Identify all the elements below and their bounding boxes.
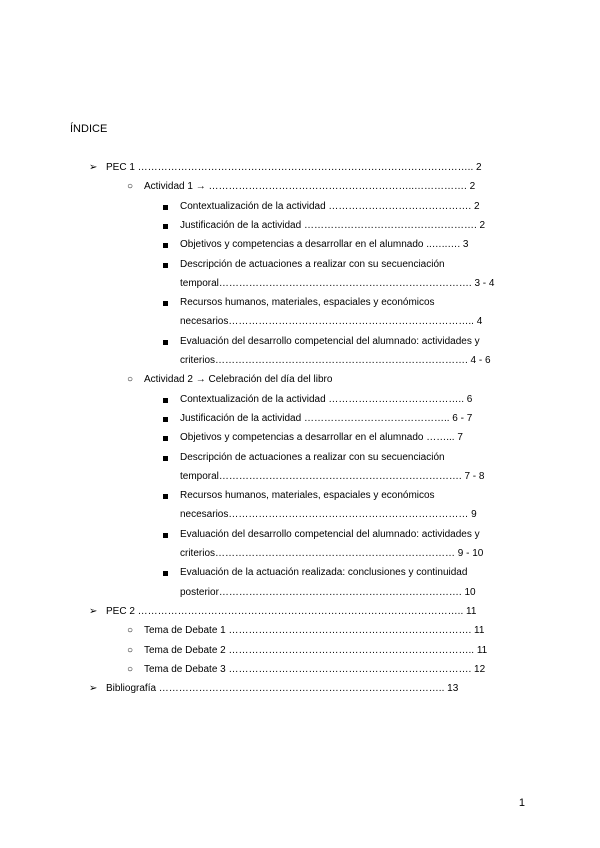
square-bullet-icon <box>163 224 168 229</box>
page-title: ÍNDICE <box>70 123 108 135</box>
toc-entry: Actividad 1 → ……………………………………………………..……………. 2 <box>144 181 476 193</box>
toc-entry: Tema de Debate 2 ……………………………………………………………….. 11 <box>144 644 488 656</box>
square-bullet-icon <box>163 205 168 210</box>
toc-entry: Tema de Debate 3 ………………………………………………………………. 12 <box>144 663 486 675</box>
toc-entry: posterior………………………………………………………………. 10 <box>180 586 476 598</box>
toc-entry: Recursos humanos, materiales, espaciales y económicos <box>180 490 435 502</box>
toc-entry: Tema de Debate 1 ………………………………………………………………. 11 <box>144 625 485 637</box>
toc-entry: Actividad 2 → Celebración del día del libro <box>144 374 333 386</box>
toc-entry: necesarios……………………………………………………………….. 4 <box>180 316 483 328</box>
toc-entry: Objetivos y competencias a desarrollar en el alumnado ……... 7 <box>180 432 463 444</box>
square-bullet-icon <box>163 436 168 441</box>
toc-entry: Objetivos y competencias a desarrollar en el alumnado ..…..…. 3 <box>180 239 469 251</box>
toc-entry: Justificación de la actividad …………………………………….. 6 - 7 <box>180 412 473 424</box>
toc-entry: PEC 1 ……………………………………………………………………………………….. 2 <box>106 162 482 173</box>
square-bullet-icon <box>163 533 168 538</box>
toc-entry: criterios……………………………………………………………… 9 - 10 <box>180 548 484 559</box>
square-bullet-icon <box>163 417 168 422</box>
toc-entry: Evaluación del desarrollo competencial del alumnado: actividades y <box>180 528 480 540</box>
toc-entry: Descripción de actuaciones a realizar con su secuenciación <box>180 258 445 270</box>
arrow-bullet-icon: ➢ <box>89 605 98 617</box>
toc-entry: necesarios……………………………………………………………… 9 <box>180 509 477 521</box>
toc-entry: PEC 2 …………………………………………………………………………………….. 11 <box>106 605 477 617</box>
page-number: 1 <box>518 797 525 809</box>
square-bullet-icon <box>163 456 168 461</box>
toc-entry: Evaluación de la actuación realizada: conclusiones y continuidad <box>180 567 468 579</box>
square-bullet-icon <box>163 398 168 403</box>
square-bullet-icon <box>163 263 168 268</box>
square-bullet-icon <box>163 243 168 248</box>
square-bullet-icon <box>163 494 168 499</box>
circle-bullet-icon: ○ <box>127 625 134 637</box>
square-bullet-icon <box>163 340 168 345</box>
toc-entry: Evaluación del desarrollo competencial del alumnado: actividades y <box>180 335 480 347</box>
toc-entry: Bibliografía ………………………………………………………………………….. 13 <box>106 683 459 695</box>
square-bullet-icon <box>163 301 168 306</box>
toc-entry: Recursos humanos, materiales, espaciales y económicos <box>180 297 435 309</box>
circle-bullet-icon: ○ <box>127 663 134 675</box>
circle-bullet-icon: ○ <box>127 644 134 656</box>
circle-bullet-icon: ○ <box>127 181 134 193</box>
arrow-bullet-icon: ➢ <box>89 683 98 695</box>
circle-bullet-icon: ○ <box>127 374 134 386</box>
toc-entry: Contextualización de la actividad ………………………………….. 6 <box>180 393 473 405</box>
toc-entry: temporal…………………………………………………………………. 3 - 4 <box>180 277 495 289</box>
toc-entry: Contextualización de la actividad ……………………………………. 2 <box>180 200 480 212</box>
toc-entry: Descripción de actuaciones a realizar con su secuenciación <box>180 451 445 463</box>
square-bullet-icon <box>163 571 168 576</box>
arrow-bullet-icon: ➢ <box>89 162 98 173</box>
toc-entry: criterios…………………………………………………………………. 4 - 6 <box>180 355 491 366</box>
toc-entry: temporal………………………………………………………………. 7 - 8 <box>180 470 485 482</box>
toc-entry: Justificación de la actividad ……………………………………………. 2 <box>180 219 486 231</box>
